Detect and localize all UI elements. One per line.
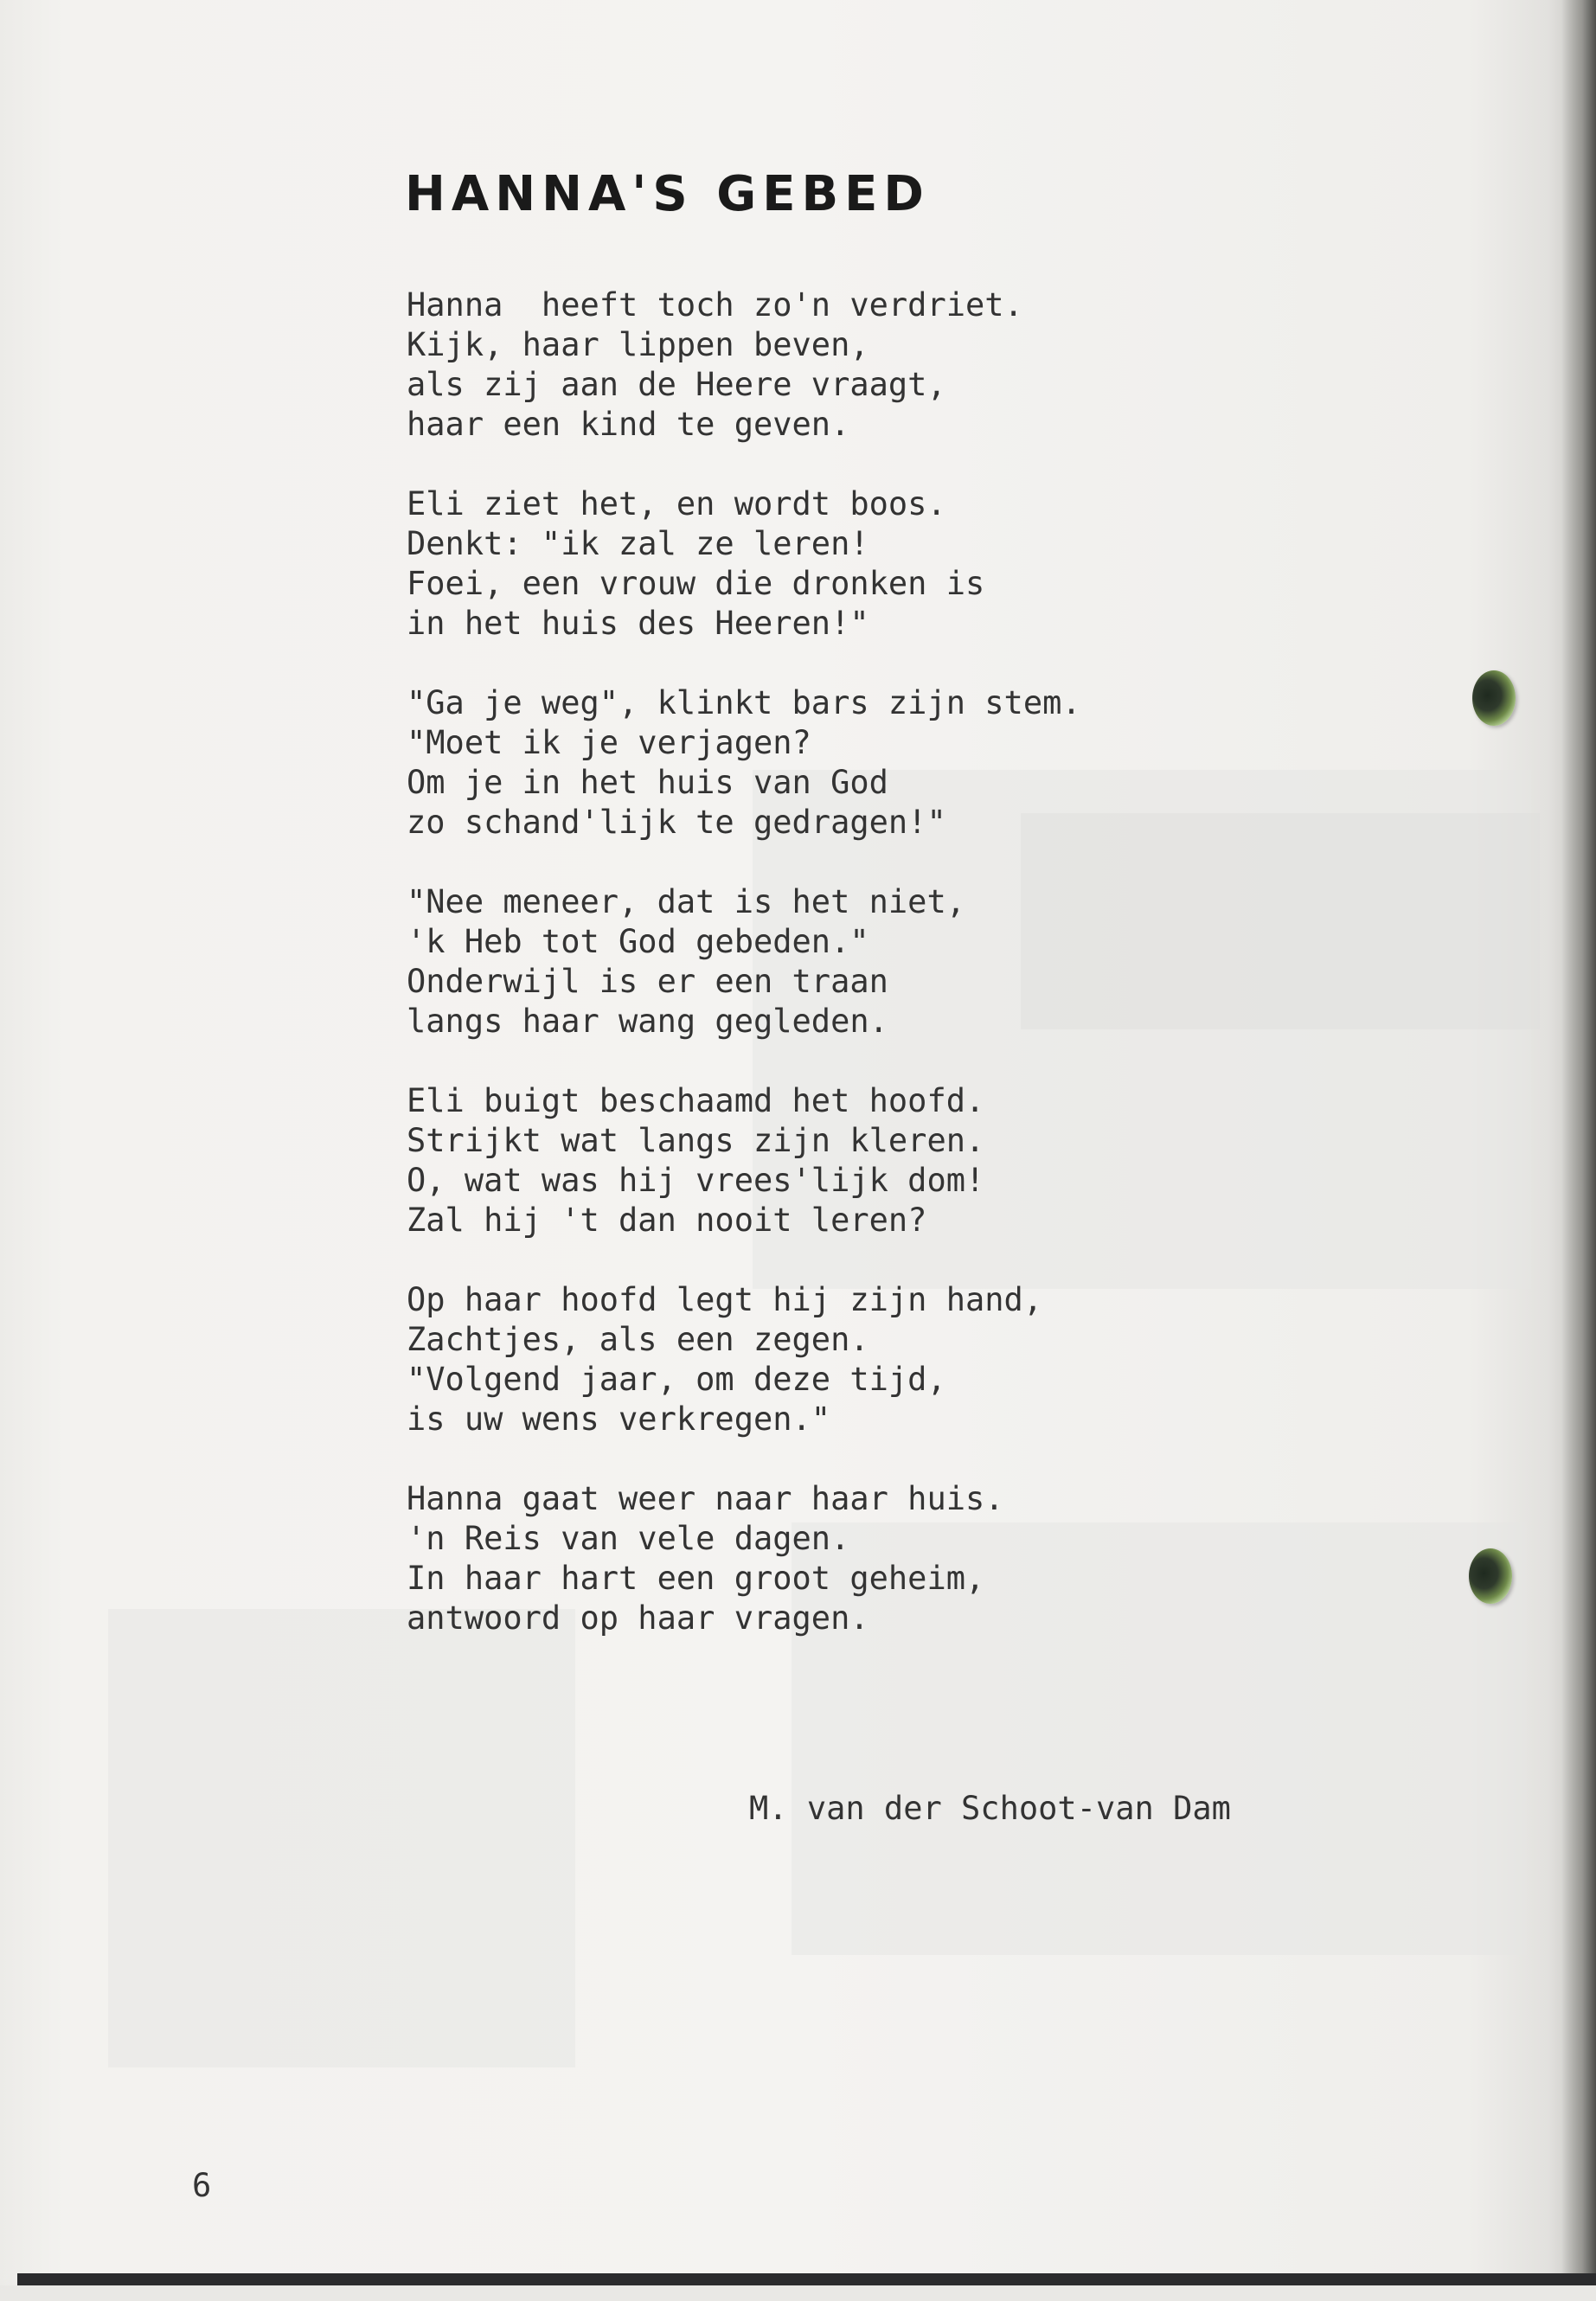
poem-line: Zal hij 't dan nooit leren? xyxy=(407,1202,927,1239)
punch-hole xyxy=(1469,1548,1512,1604)
poem-line: "Nee meneer, dat is het niet, xyxy=(407,883,966,920)
poem-line: Om je in het huis van God xyxy=(407,764,888,801)
poem-line: Zachtjes, als een zegen. xyxy=(407,1321,869,1358)
poem-line: Op haar hoofd legt hij zijn hand, xyxy=(407,1281,1043,1318)
poem-line: haar een kind te geven. xyxy=(407,406,850,443)
poem-line: Foei, een vrouw die dronken is xyxy=(407,565,985,602)
poem-line: Hanna gaat weer naar haar huis. xyxy=(407,1480,1004,1517)
poem-line: 'k Heb tot God gebeden." xyxy=(407,923,869,960)
poem-line: "Ga je weg", klinkt bars zijn stem. xyxy=(407,684,1081,721)
stanza xyxy=(407,484,1445,644)
poem-line: in het huis des Heeren!" xyxy=(407,605,869,642)
poem-line: Hanna heeft toch zo'n verdriet. xyxy=(407,286,1023,324)
page-edge-shadow xyxy=(1561,0,1596,2301)
punch-hole xyxy=(1472,670,1516,726)
page-bottom-margin xyxy=(0,2285,1596,2301)
poem-line: antwoord op haar vragen. xyxy=(407,1599,869,1637)
poem-body xyxy=(407,285,1445,1678)
poem-line: Kijk, haar lippen beven, xyxy=(407,326,869,363)
poem-line: Strijkt wat langs zijn kleren. xyxy=(407,1122,985,1159)
poem-line: 'n Reis van vele dagen. xyxy=(407,1520,850,1557)
stanza xyxy=(407,1081,1445,1240)
stanza xyxy=(407,882,1445,1042)
poem-line: "Moet ik je verjagen? xyxy=(407,724,811,761)
poem-line: Denkt: "ik zal ze leren! xyxy=(407,525,869,562)
stanza xyxy=(407,285,1445,445)
poem-line: O, wat was hij vrees'lijk dom! xyxy=(407,1162,985,1199)
author-credit: M. van der Schoot-van Dam xyxy=(749,1790,1231,1827)
poem-line: Eli ziet het, en wordt boos. xyxy=(407,485,946,522)
stanza xyxy=(407,683,1445,843)
poem-line: "Volgend jaar, om deze tijd, xyxy=(407,1361,946,1398)
poem-line: langs haar wang gegleden. xyxy=(407,1003,888,1040)
poem-line: als zij aan de Heere vraagt, xyxy=(407,366,946,403)
poem-title: HANNA'S GEBED xyxy=(405,166,930,222)
page-bottom-edge xyxy=(17,2273,1596,2285)
stanza xyxy=(407,1280,1445,1439)
poem-line: zo schand'lijk te gedragen!" xyxy=(407,804,946,841)
stanza xyxy=(407,1479,1445,1638)
poem-line: is uw wens verkregen." xyxy=(407,1400,831,1438)
poem-line: Onderwijl is er een traan xyxy=(407,963,888,1000)
poem-line: Eli buigt beschaamd het hoofd. xyxy=(407,1082,985,1119)
page-number: 6 xyxy=(192,2167,212,2204)
poem-line: In haar hart een groot geheim, xyxy=(407,1560,985,1597)
